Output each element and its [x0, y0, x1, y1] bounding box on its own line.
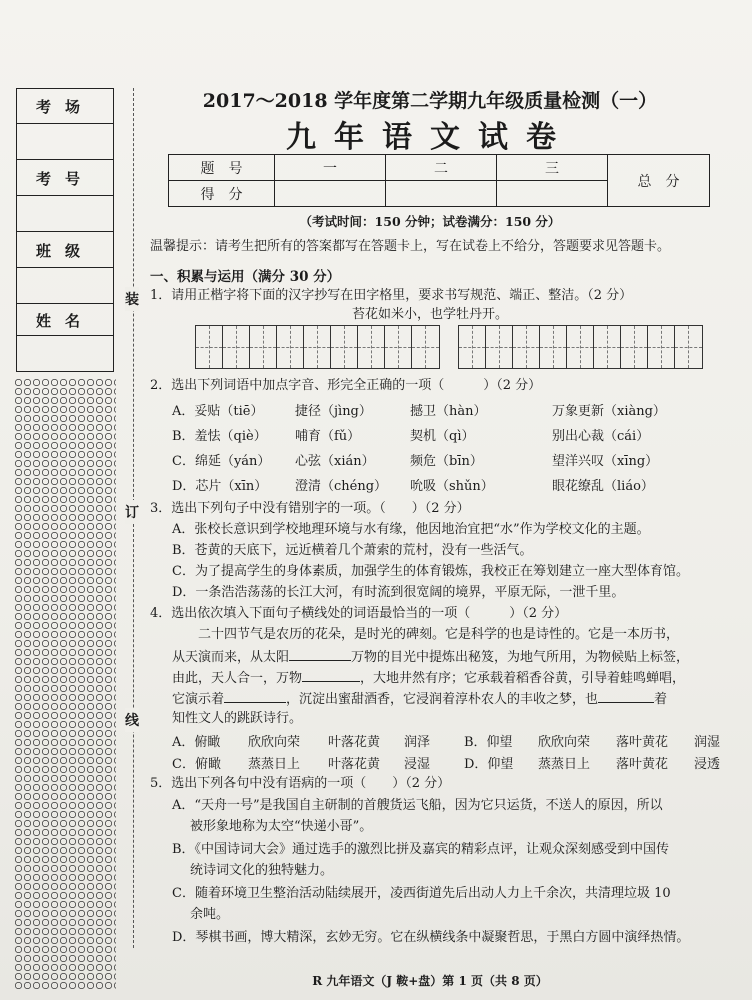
score-header-1: 一: [275, 155, 386, 181]
q1-text: 苔花如米小，也学牡丹开。: [352, 307, 509, 322]
name-field[interactable]: [17, 337, 113, 369]
q2-option-c2: 心弦（xián）: [295, 454, 375, 469]
q4-opt-d-label: D．仰望: [464, 757, 514, 772]
bind-char-ding: 订: [125, 500, 139, 524]
q5-option-b-line2: 统诗词文化的独特魅力。: [190, 863, 334, 878]
q2-option-a3: 撼卫（hàn）: [410, 404, 487, 419]
q4-blank-2[interactable]: [302, 667, 360, 682]
q4-opt-d-w3: 落叶黄花: [616, 757, 669, 772]
q5-stem: 5．选出下列各句中没有语病的一项（ ）（2 分）: [150, 776, 451, 791]
q4-line3a: 由此，天人合一，万物: [172, 671, 303, 686]
bind-char-zhuang: 装: [125, 287, 139, 311]
q3-option-d: D．一条浩浩荡荡的长江大河，有时流到很宽阔的境界，平原无际，一泄千里。: [172, 585, 625, 600]
q4-blank-4[interactable]: [598, 688, 654, 703]
time-info: （考试时间：150 分钟；试卷满分：150 分）: [299, 214, 561, 229]
exam-room-label: 考场: [17, 89, 113, 124]
q4-opt-a-w2: 欣欣向荣: [248, 735, 301, 750]
score-cell-3[interactable]: [497, 181, 608, 207]
q5-option-c-line1: C．随着环境卫生整治活动陆续展开，凌西街道先后出动人力上千余次，共清理垃圾 10: [172, 886, 671, 901]
q4-line2a: 从天演而来，从太阳: [172, 650, 290, 665]
q2-option-c4: 望洋兴叹（xīng）: [552, 454, 659, 469]
q5-option-c-line2: 余吨。: [190, 907, 230, 922]
q4-opt-b-w2: 欣欣向荣: [538, 735, 591, 750]
q2-option-a4: 万象更新（xiàng）: [552, 404, 666, 419]
q4-opt-d-w2: 蒸蒸日上: [538, 757, 591, 772]
name-label: 姓名: [17, 305, 113, 336]
q4-blank-1[interactable]: [289, 646, 351, 661]
q3-option-b: B．苍黄的天底下，远近横着几个萧索的荒村，没有一些活气。: [172, 543, 533, 558]
q4-line2b: 万物的目光中提炼出秘笈，为地气所用，为物候贴上标签，: [351, 650, 690, 665]
page-footer: R 九年语文（J 鞍+盘）第 1 页（共 8 页）: [312, 974, 548, 988]
q5-option-d-line1: D．琴棋书画，博大精深，玄妙无穷。它在纵横线条中凝聚哲思，于黑白方圆中演绎热情。: [172, 930, 690, 945]
q2-option-b2: 哺育（fǔ）: [295, 429, 361, 444]
q1-stem: 1．请用正楷字将下面的汉字抄写在田字格里，要求书写规范、端正、整洁。（2 分）: [150, 288, 633, 303]
bind-char-xian: 线: [125, 708, 139, 732]
q2-option-c3: 频危（bīn）: [410, 454, 483, 469]
q4-stem: 4．选出依次填入下面句子横线处的词语最恰当的一项（ ）（2 分）: [150, 606, 568, 621]
q4-passage-line4: [172, 688, 745, 710]
q3-stem: 3．选出下列句子中没有错别字的一项。（ ）（2 分）: [150, 501, 470, 516]
score-header-total: 总 分: [608, 155, 710, 207]
q4-opt-b-w4: 润湿: [694, 735, 721, 750]
q2-option-b3: 契机（qì）: [410, 429, 475, 444]
q2-option-d1: D．芯片（xīn）: [172, 479, 268, 494]
q4-line4b: ，沉淀出蜜甜酒香，它浸润着淳朴农人的丰收之梦，也: [286, 692, 599, 707]
exam-title: 2017～2018 学年度第二学期九年级质量检测（一）: [202, 90, 658, 112]
q4-opt-c-w3: 叶落花黄: [328, 757, 381, 772]
q3-option-a: A．张校长意识到学校地理环境与水有缘，他因地治宜把“水”作为学校文化的主题。: [172, 522, 650, 537]
q4-opt-c-label: C．俯瞰: [172, 757, 221, 772]
q2-option-b4: 别出心裁（cái）: [552, 429, 650, 444]
score-cell-2[interactable]: [386, 181, 497, 207]
q2-option-d2: 澄清（chéng）: [295, 479, 388, 494]
q4-line3b: ，大地井然有序；它承载着稻香谷黄，引导着蛙鸣蝉唱，: [360, 671, 686, 686]
q5-option-a-line1: A．“天舟一号”是我国自主研制的首艘货运飞船，因为它只运货，不送人的原因，所以: [172, 798, 663, 813]
q2-option-d3: 吮吸（shǔn）: [410, 479, 494, 494]
q4-passage-line5: 知性文人的跳跃诗行。: [172, 711, 303, 726]
notice-text: 温馨提示：请考生把所有的答案都写在答题卡上，写在试卷上不给分，答题要求见答题卡。: [150, 239, 671, 254]
exam-number-field[interactable]: [17, 197, 113, 232]
q4-passage-line2: [172, 646, 745, 668]
score-header-qnum: 题 号: [169, 155, 275, 181]
q4-opt-d-w4: 浸透: [694, 757, 721, 772]
q2-option-c1: C．绵延（yán）: [172, 454, 271, 469]
score-row-label: 得 分: [169, 181, 275, 207]
writing-grid-right[interactable]: [458, 325, 703, 369]
student-info-box: [16, 88, 114, 372]
class-label: 班级: [17, 233, 113, 268]
exam-number-label: 考号: [17, 161, 113, 196]
q2-option-a1: A．妥贴（tiē）: [172, 404, 264, 419]
score-header-3: 三: [497, 155, 608, 181]
q4-passage-line1: 二十四节气是农历的花朵，是时光的碑刻。它是科学的也是诗性的。它是一本历书，: [198, 627, 680, 642]
score-cell-1[interactable]: [275, 181, 386, 207]
q4-opt-c-w4: 浸湿: [404, 757, 431, 772]
dot-pattern: [14, 378, 116, 990]
class-field[interactable]: [17, 269, 113, 304]
q4-opt-b-w3: 落叶黄花: [616, 735, 669, 750]
q2-option-b1: B．羞怯（qiè）: [172, 429, 267, 444]
exam-room-field[interactable]: [17, 125, 113, 160]
q4-line4a: 它演示着: [172, 692, 225, 707]
q4-blank-3[interactable]: [224, 688, 286, 703]
q4-line4c: 着: [654, 692, 668, 707]
q4-opt-b-label: B．仰望: [464, 735, 513, 750]
q4-opt-a-label: A．俯瞰: [172, 735, 221, 750]
q5-option-a-line2: 被形象地称为太空“快递小哥”。: [190, 819, 373, 834]
writing-grid-left[interactable]: [195, 325, 440, 369]
exam-subtitle: 九年语文试卷: [286, 120, 574, 155]
q4-opt-c-w2: 蒸蒸日上: [248, 757, 301, 772]
q3-option-c: C．为了提高学生的身体素质，加强学生的体育锻炼，我校正在筹划建立一座大型体育馆。: [172, 564, 689, 579]
q4-opt-a-w3: 叶落花黄: [328, 735, 381, 750]
q4-passage-line3: [172, 667, 745, 689]
q5-option-b-line1: B．《中国诗词大会》通过选手的激烈比拼及嘉宾的精彩点评，让观众深刻感受到中国传: [172, 842, 670, 857]
q2-stem: 2．选出下列词语中加点字音、形完全正确的一项（ ）（2 分）: [150, 378, 542, 393]
score-header-2: 二: [386, 155, 497, 181]
score-table: [168, 154, 710, 207]
section-title: 一、积累与运用（满分 30 分）: [150, 269, 341, 285]
q2-option-d4: 眼花缭乱（liáo）: [552, 479, 654, 494]
q4-opt-a-w4: 润泽: [404, 735, 431, 750]
q2-option-a2: 捷径（jìng）: [295, 404, 372, 419]
